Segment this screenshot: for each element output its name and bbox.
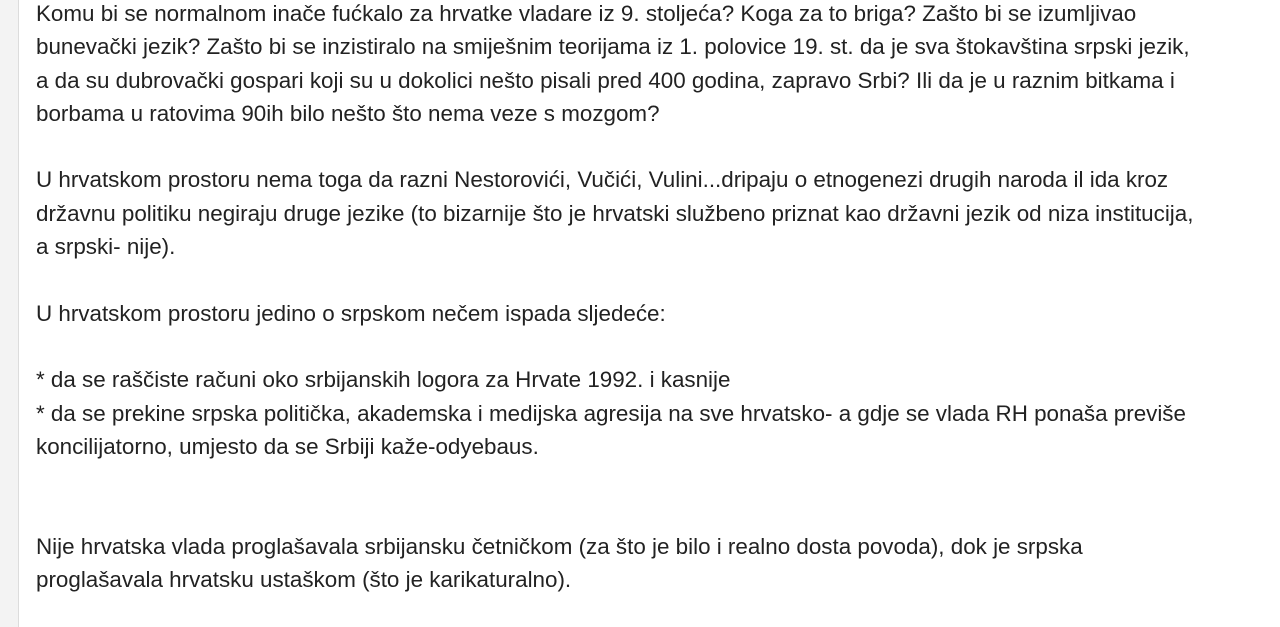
paragraph-4: Nije hrvatska vlada proglašavala srbijansku četničkom (za što je bilo i realno dosta povoda), dok je srpska proglašavala hrvatsku ustaškom (što je karikaturalno).	[36, 533, 1083, 593]
paragraph-3: U hrvatskom prostoru jedino o srpskom nečem ispada sljedeće:	[36, 300, 666, 326]
paragraph-spacer	[36, 263, 1272, 296]
post-body	[36, 0, 1272, 596]
paragraph-spacer	[36, 330, 1272, 363]
paragraph-spacer	[36, 463, 1272, 530]
left-sidebar-rail	[0, 0, 19, 627]
bullet-item-2: * da se prekine srpska politička, akademska i medijska agresija na sve hrvatsko- a gdje se vlada RH ponaša previše koncilijatorno, umjesto da se Srbiji kaže-odyebaus.	[36, 400, 1186, 459]
bullet-item-1: * da se raščiste računi oko srbijanskih logora za Hrvate 1992. i kasnije	[36, 367, 731, 393]
paragraph-1: Komu bi se normalnom inače fućkalo za hrvatke vladare iz 9. stoljeća? Koga za to briga? Zašto bi se izumljivao bunevački jezik? Zašto bi se inzistiralo na smiješnim teorijama iz 1. polovice 19. st. da je sva štokavština srpski jezik, a da su dubrovački gospari koji su u dokolici nešto pisali pred 400 godina, zapravo Srbi? Ili da je u raznim bitkama i borbama u ratovima 90ih bilo nešto što nema veze s mozgom?	[36, 1, 1190, 126]
paragraph-2: U hrvatskom prostoru nema toga da razni Nestorovići, Vučići, Vulini...dripaju o etnogenezi drugih naroda il ida kroz državnu politiku negiraju druge jezike (to bizarnije što je hrvatski službeno priznat kao državni jezik od niza institucija, a srpski- nije).	[36, 167, 1194, 260]
paragraph-spacer	[36, 130, 1272, 163]
